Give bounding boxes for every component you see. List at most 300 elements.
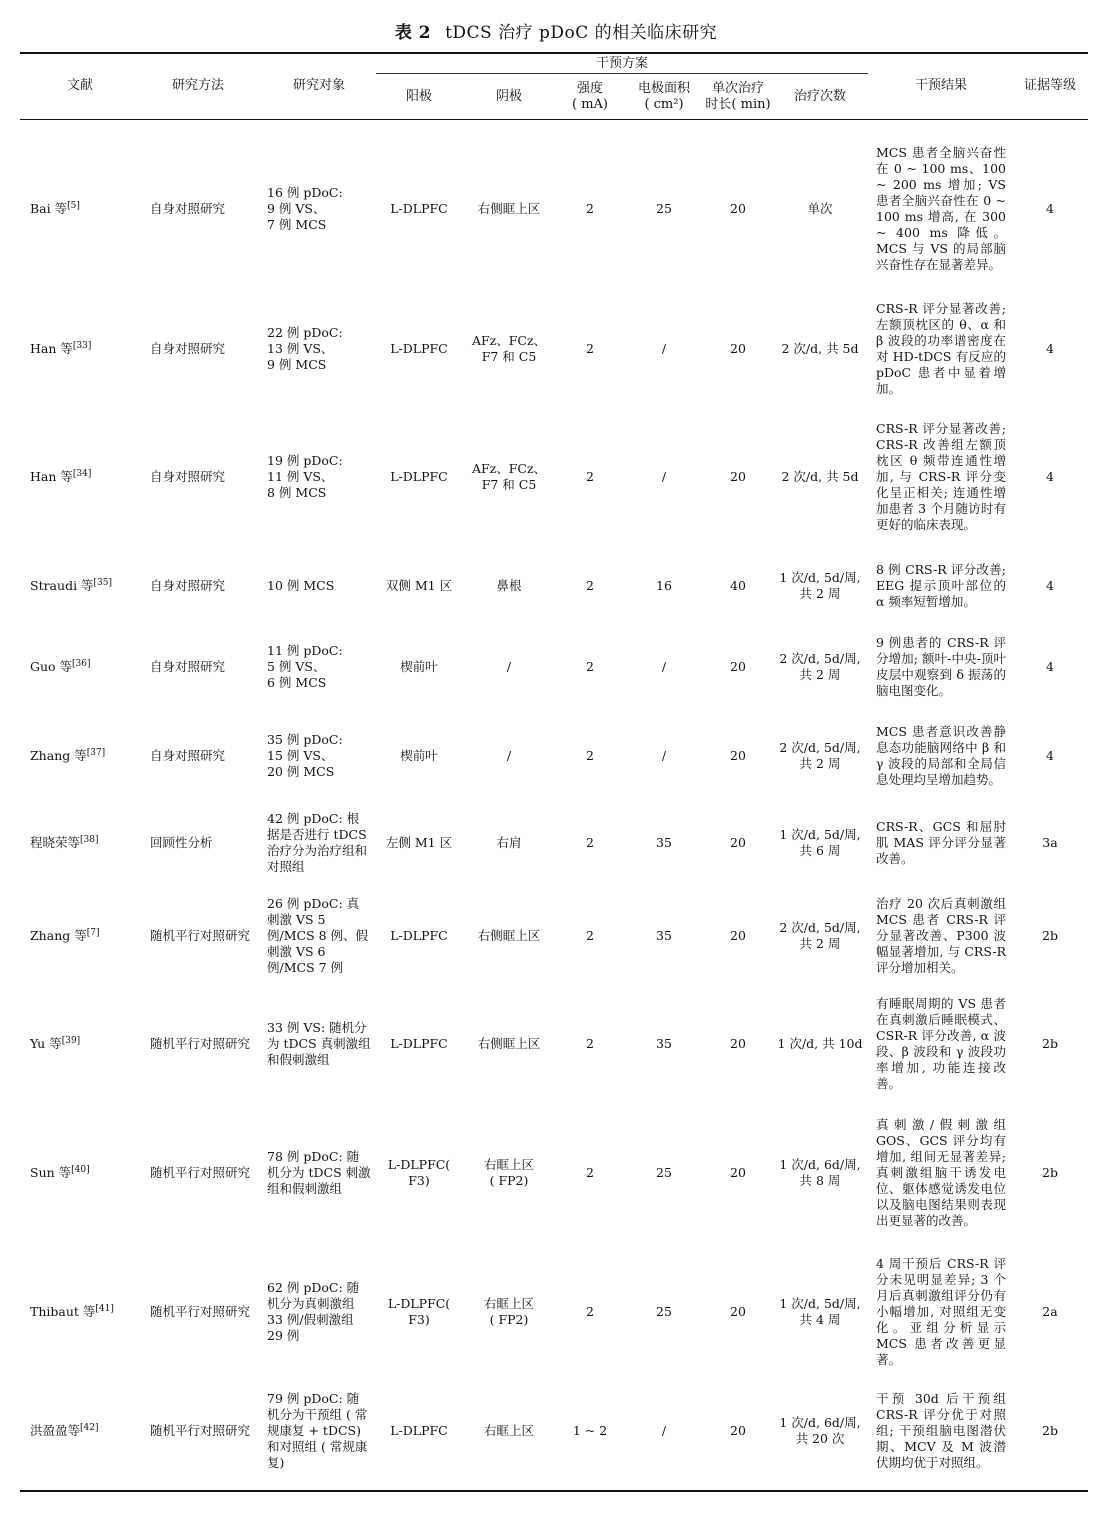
cell-subjects (267, 623, 371, 711)
cell-count-text: 2 次/d, 5d/周, 共 2 周 (779, 920, 861, 951)
cell-result-text: 有睡眠周期的 VS 患者在真刺激后睡眠模式、CSR-R 评分改善, α 波段、β 波段和 γ 波段功率增加, 功能连接改善。 (876, 996, 1006, 1091)
cell-result-text: 8 例 CRS-R 评分改善; EEG 提示顶叶部位的 α 频率短暂增加。 (876, 562, 1006, 609)
cell-ref (30, 623, 140, 711)
cell-subjects-text: 35 例 pDoC: 15 例 VS、 20 例 MCS (267, 732, 343, 779)
cell-anode-text: L-DLPFC( F3) (387, 1295, 451, 1327)
cell-duration-text: 20 (730, 748, 746, 763)
cell-count (772, 404, 868, 550)
cell-duration-text: 20 (730, 1423, 746, 1438)
cell-evidence-text: 4 (1046, 578, 1054, 593)
cell-subjects (267, 1380, 371, 1482)
cell-ref-text: Zhang 等 (30, 928, 87, 943)
cell-result-text: CRS-R 评分显著改善; 左额顶枕区的 θ、α 和 β 波段的功率谱密度在对 HD-tDCS 有反应的 pDoC 患者中显着增加。 (876, 301, 1006, 396)
cell-method (150, 713, 250, 799)
cell-result-text: 治疗 20 次后真刺激组 MCS 患者 CRS-R 评分显著改善、P300 波幅显著增加, 与 CRS-R 评分增加相关。 (876, 896, 1006, 975)
cell-intensity-text: 2 (586, 659, 594, 674)
cell-result (876, 552, 1006, 620)
cell-cathode-text: AFz、FCz、 F7 和 C5 (471, 333, 547, 364)
cell-anode (376, 987, 462, 1101)
ref-wrapper (30, 1036, 80, 1052)
cell-duration-text: 40 (730, 578, 746, 593)
cell-evidence (1012, 295, 1088, 403)
header-count: 治疗次数 (793, 89, 846, 104)
cell-intensity (560, 987, 620, 1101)
cell-ref (30, 800, 140, 885)
header-anode: 阳极 (405, 89, 432, 104)
cell-result-text: 干预 30d 后干预组 CRS-R 评分优于对照组; 干预组脑电图潜伏期、MCV 及 M 波潜伏期均优于对照组。 (876, 1391, 1006, 1470)
cell-ref-text: Han 等 (30, 341, 73, 356)
table-row (0, 552, 1112, 620)
cell-intensity-text: 2 (586, 1303, 594, 1319)
cell-method-text: 自身对照研究 (150, 201, 226, 216)
cell-subjects-text: 62 例 pDoC: 随机分为真刺激组 33 例/假刺激组 29 例 (267, 1279, 360, 1343)
cell-subjects (267, 1103, 371, 1243)
cell-anode-text: L-DLPFC (390, 341, 448, 356)
header-cathode: 阴极 (495, 89, 522, 104)
cell-evidence-text: 4 (1046, 341, 1054, 356)
cell-count (772, 1380, 868, 1482)
cell-method-text: 自身对照研究 (150, 578, 226, 593)
cell-method (150, 987, 250, 1101)
cell-result (876, 1380, 1006, 1482)
header-rule (20, 119, 1088, 120)
header-duration: 单次治疗 时长( min) (705, 81, 771, 112)
cell-duration-text: 20 (730, 1165, 746, 1180)
cell-area-text: / (661, 1423, 667, 1438)
cell-anode (376, 1380, 462, 1482)
cell-intensity-text: 2 (586, 928, 594, 943)
cell-anode-text: 左侧 M1 区 (385, 834, 453, 850)
cell-cathode (466, 987, 552, 1101)
ref-wrapper (30, 1423, 99, 1439)
cell-method-text: 随机平行对照研究 (150, 1036, 251, 1051)
cell-cathode (466, 623, 552, 711)
citation-marker: [42] (80, 1423, 99, 1433)
cell-duration (704, 713, 772, 799)
cell-anode-text: 双侧 M1 区 (385, 578, 453, 593)
cell-duration (704, 800, 772, 885)
cell-cathode-text: 右侧眶上区 (477, 928, 541, 943)
cell-intensity-text: 2 (586, 748, 594, 763)
cell-cathode (466, 713, 552, 799)
cell-anode-text: L-DLPFC (390, 1423, 448, 1438)
cell-area-text: 25 (656, 1303, 672, 1319)
cell-count-text: 2 次/d, 共 5d (781, 341, 859, 356)
cell-method-text: 随机平行对照研究 (150, 1303, 251, 1319)
cell-evidence-text: 2b (1042, 1036, 1058, 1051)
cell-subjects (267, 887, 371, 985)
ref-wrapper (30, 341, 91, 357)
cell-result-text: 9 例患者的 CRS-R 评分增加; 额叶-中央-顶叶皮层中观察到 δ 振荡的脑电图变化。 (876, 635, 1006, 698)
cell-result (876, 887, 1006, 985)
table-row (0, 125, 1112, 293)
cell-evidence (1012, 404, 1088, 550)
table-row (0, 1380, 1112, 1482)
cell-anode (376, 623, 462, 711)
cell-area-text: / (661, 341, 667, 356)
cell-result (876, 1245, 1006, 1378)
cell-evidence (1012, 623, 1088, 711)
citation-marker: [36] (72, 659, 91, 669)
cell-anode (376, 1103, 462, 1243)
ref-wrapper (30, 835, 99, 851)
cell-cathode (466, 1245, 552, 1378)
cell-duration-text: 20 (730, 1036, 746, 1051)
cell-count-text: 1 次/d, 5d/周, 共 4 周 (779, 1295, 861, 1327)
cell-cathode (466, 295, 552, 403)
header-method: 研究方法 (171, 78, 224, 93)
cell-method (150, 1380, 250, 1482)
cell-evidence-text: 2b (1042, 1165, 1058, 1180)
cell-ref-text: Guo 等 (30, 659, 73, 674)
cell-ref-text: Straudi 等 (30, 578, 94, 593)
cell-subjects-text: 10 例 MCS (267, 578, 335, 593)
cell-ref (30, 295, 140, 403)
cell-area (626, 1103, 702, 1243)
cell-ref-text: Bai 等 (30, 201, 68, 216)
cell-method-text: 回顾性分析 (150, 834, 213, 850)
ref-wrapper (30, 928, 99, 944)
cell-subjects (267, 552, 371, 620)
cell-duration-text: 20 (730, 1303, 746, 1319)
ref-wrapper (30, 201, 80, 217)
cell-duration (704, 295, 772, 403)
cell-cathode-text: / (506, 748, 512, 763)
header-result: 干预结果 (914, 78, 967, 93)
cell-method (150, 125, 250, 293)
cell-evidence (1012, 1380, 1088, 1482)
group-rule (376, 73, 868, 74)
cell-evidence-text: 4 (1046, 748, 1054, 763)
cell-intensity (560, 1380, 620, 1482)
cell-method (150, 1245, 250, 1378)
cell-anode-text: L-DLPFC( F3) (387, 1157, 451, 1188)
cell-cathode (466, 1103, 552, 1243)
cell-method (150, 887, 250, 985)
cell-result (876, 987, 1006, 1101)
table-row (0, 404, 1112, 550)
cell-subjects-text: 22 例 pDoC: 13 例 VS、 9 例 MCS (267, 325, 343, 372)
cell-method-text: 自身对照研究 (150, 748, 226, 763)
cell-ref (30, 552, 140, 620)
citation-marker: [35] (93, 578, 113, 588)
header-ref: 文献 (66, 78, 93, 93)
cell-count-text: 2 次/d, 共 5d (781, 469, 859, 484)
cell-ref-text: Thibaut 等 (30, 1303, 96, 1319)
cell-evidence (1012, 800, 1088, 885)
cell-intensity-text: 2 (586, 341, 594, 356)
cell-subjects-text: 26 例 pDoC: 真刺激 VS 5 例/MCS 8 例、假刺激 VS 6 例/MCS 7 例 (267, 896, 369, 975)
cell-evidence-text: 4 (1046, 469, 1054, 484)
cell-count (772, 1103, 868, 1243)
cell-ref-text: Han 等 (30, 469, 73, 484)
cell-ref (30, 404, 140, 550)
cell-area (626, 987, 702, 1101)
cell-duration-text: 20 (730, 834, 746, 850)
cell-intensity-text: 2 (586, 201, 594, 216)
cell-area-text: 35 (656, 928, 672, 943)
cell-subjects-text: 79 例 pDoC: 随机分为干预组 ( 常规康复 + tDCS) 和对照组 ( 常规康复) (267, 1391, 368, 1470)
cell-intensity-text: 2 (586, 1165, 594, 1180)
cell-evidence (1012, 552, 1088, 620)
ref-wrapper (30, 578, 112, 594)
cell-anode-text: L-DLPFC (390, 201, 448, 216)
cell-subjects (267, 404, 371, 550)
table-row (0, 1245, 1112, 1378)
cell-duration (704, 1245, 772, 1378)
cell-cathode-text: 右眶上区 (483, 1423, 534, 1438)
cell-method-text: 随机平行对照研究 (150, 1165, 251, 1180)
cell-intensity (560, 295, 620, 403)
citation-marker: [5] (67, 201, 80, 211)
cell-intensity (560, 1103, 620, 1243)
cell-evidence-text: 4 (1046, 201, 1054, 216)
cell-duration (704, 1103, 772, 1243)
ref-wrapper (30, 469, 91, 485)
cell-intensity (560, 552, 620, 620)
table-row (0, 1103, 1112, 1243)
cell-intensity (560, 713, 620, 799)
cell-area-text: / (661, 748, 667, 763)
cell-area-text: / (661, 659, 667, 674)
cell-result-text: 4 周干预后 CRS-R 评分未见明显差异; 3 个月后真刺激组评分仍有小幅增加, 对照组无变化。亚组分析显示 MCS 患者改善更显著。 (876, 1255, 1006, 1367)
cell-area (626, 295, 702, 403)
table-row (0, 987, 1112, 1101)
cell-cathode (466, 552, 552, 620)
header-area: 电极面积 ( cm²) (637, 81, 690, 112)
cell-intensity (560, 125, 620, 293)
cell-result-text: 真刺激/假刺激组 GOS、GCS 评分均有增加, 组间无显著差异; 真刺激组脑干诱发电位、躯体感觉诱发电位以及脑电图结果则表现出更显著的改善。 (876, 1117, 1006, 1228)
cell-method (150, 404, 250, 550)
cell-count (772, 295, 868, 403)
cell-cathode (466, 1380, 552, 1482)
cell-evidence (1012, 887, 1088, 985)
cell-cathode-text: 右肩 (496, 834, 522, 850)
citation-marker: [7] (86, 928, 100, 938)
citation-marker: [40] (71, 1165, 90, 1175)
cell-area-text: / (661, 469, 667, 484)
cell-area (626, 887, 702, 985)
table-number: 表 2 (394, 23, 432, 43)
cell-anode (376, 887, 462, 985)
cell-ref-text: Zhang 等 (30, 748, 87, 763)
citation-marker: [37] (86, 748, 106, 758)
cell-cathode-text: 右侧眶上区 (477, 201, 541, 216)
cell-count-text: 1 次/d, 5d/周, 共 2 周 (779, 570, 861, 601)
table-title: tDCS 治疗 pDoC 的相关临床研究 (445, 23, 718, 43)
cell-anode-text: L-DLPFC (390, 928, 448, 943)
cell-result (876, 713, 1006, 799)
cell-count (772, 1245, 868, 1378)
cell-duration-text: 20 (730, 341, 746, 356)
cell-method (150, 295, 250, 403)
header-intervention: 干预方案 (595, 55, 648, 71)
ref-wrapper (30, 1165, 90, 1181)
cell-result (876, 295, 1006, 403)
cell-anode-text: L-DLPFC (390, 1036, 448, 1051)
cell-anode (376, 295, 462, 403)
cell-cathode-text: 右侧眶上区 (477, 1036, 541, 1051)
cell-method-text: 自身对照研究 (150, 659, 226, 674)
cell-area-text: 35 (656, 1036, 672, 1051)
cell-evidence (1012, 987, 1088, 1101)
cell-evidence (1012, 1103, 1088, 1243)
table-row (0, 623, 1112, 711)
cell-anode (376, 713, 462, 799)
cell-intensity (560, 887, 620, 985)
cell-duration (704, 1380, 772, 1482)
cell-subjects (267, 987, 371, 1101)
table-row (0, 713, 1112, 799)
cell-anode-text: 楔前叶 (400, 748, 438, 763)
cell-cathode-text: AFz、FCz、 F7 和 C5 (471, 461, 547, 492)
cell-subjects-text: 42 例 pDoC: 根据是否进行 tDCS 治疗分为治疗组和对照组 (267, 810, 368, 874)
cell-count (772, 713, 868, 799)
header-subjects: 研究对象 (292, 78, 345, 93)
cell-evidence (1012, 125, 1088, 293)
cell-ref-text: 程晓荣等 (30, 834, 81, 850)
cell-result (876, 404, 1006, 550)
cell-cathode (466, 404, 552, 550)
cell-intensity (560, 800, 620, 885)
cell-area-text: 25 (656, 1165, 672, 1180)
cell-intensity-text: 2 (586, 834, 594, 850)
cell-ref (30, 125, 140, 293)
cell-duration-text: 20 (730, 659, 746, 674)
table-caption (0, 18, 1112, 43)
cell-result (876, 623, 1006, 711)
cell-method-text: 自身对照研究 (150, 341, 226, 356)
citation-marker: [41] (95, 1303, 114, 1314)
cell-intensity-text: 2 (586, 578, 594, 593)
cell-evidence-text: 2b (1042, 1423, 1058, 1438)
cell-anode-text: L-DLPFC (390, 469, 448, 484)
cell-evidence-text: 2b (1042, 928, 1058, 943)
cell-ref-text: 洪盈盈等 (30, 1423, 81, 1438)
cell-count-text: 1 次/d, 6d/周, 共 8 周 (779, 1157, 861, 1188)
cell-evidence-text: 4 (1046, 659, 1054, 674)
cell-duration (704, 552, 772, 620)
cell-duration (704, 623, 772, 711)
citation-marker: [34] (72, 469, 92, 479)
cell-evidence-text: 2a (1042, 1303, 1058, 1319)
cell-result-text: MCS 患者意识改善静息态功能脑网络中 β 和 γ 波段的局部和全局信息处理均呈增加趋势。 (876, 724, 1006, 787)
cell-anode (376, 1245, 462, 1378)
cell-count (772, 800, 868, 885)
cell-intensity (560, 623, 620, 711)
cell-result-text: CRS-R 评分显著改善; CRS-R 改善组左额顶枕区 θ 频带连通性增加, 与 CRS-R 评分变化呈正相关; 连通性增加患者 3 个月随访时有更好的临床表现。 (876, 421, 1006, 532)
cell-duration (704, 404, 772, 550)
ref-wrapper (30, 1304, 114, 1320)
cell-duration (704, 125, 772, 293)
table-row (0, 887, 1112, 985)
cell-subjects-text: 33 例 VS: 随机分为 tDCS 真刺激组和假刺激组 (267, 1020, 371, 1067)
cell-cathode (466, 125, 552, 293)
cell-cathode-text: 鼻根 (496, 578, 522, 593)
cell-count-text: 1 次/d, 5d/周, 共 6 周 (779, 826, 861, 858)
cell-result (876, 1103, 1006, 1243)
cell-count (772, 623, 868, 711)
cell-duration-text: 20 (730, 928, 746, 943)
cell-ref (30, 1103, 140, 1243)
cell-cathode (466, 800, 552, 885)
cell-count (772, 552, 868, 620)
cell-count-text: 1 次/d, 6d/周, 共 20 次 (779, 1415, 861, 1446)
cell-intensity (560, 404, 620, 550)
cell-count (772, 887, 868, 985)
ref-wrapper (30, 748, 105, 764)
cell-area (626, 125, 702, 293)
cell-result-text: MCS 患者全脑兴奋性在 0 ~ 100 ms、100 ~ 200 ms 增加; VS 患者全脑兴奋性在 0 ~ 100 ms 增高, 在 300 ~ 400 ms 降低。MCS 与 VS 的局部脑兴奋性存在显著差异。 (876, 145, 1006, 272)
cell-method (150, 800, 250, 885)
table-row (0, 295, 1112, 403)
cell-ref-text: Yu 等 (30, 1036, 62, 1051)
cell-cathode-text: 右眶上区 ( FP2) (483, 1157, 534, 1188)
cell-intensity (560, 1245, 620, 1378)
cell-anode (376, 404, 462, 550)
citation-marker: [38] (80, 834, 99, 845)
cell-intensity-text: 2 (586, 469, 594, 484)
cell-area-text: 35 (656, 834, 672, 850)
cell-ref (30, 987, 140, 1101)
cell-duration-text: 20 (730, 201, 746, 216)
cell-method (150, 1103, 250, 1243)
cell-ref (30, 1245, 140, 1378)
cell-result (876, 125, 1006, 293)
cell-cathode (466, 887, 552, 985)
cell-area (626, 552, 702, 620)
cell-subjects-text: 11 例 pDoC: 5 例 VS、 6 例 MCS (267, 643, 343, 690)
cell-method-text: 随机平行对照研究 (150, 1423, 251, 1438)
cell-area-text: 16 (656, 578, 672, 593)
cell-area (626, 404, 702, 550)
citation-marker: [39] (61, 1036, 81, 1046)
cell-cathode-text: / (506, 659, 512, 674)
cell-area (626, 623, 702, 711)
cell-anode (376, 800, 462, 885)
cell-ref-text: Sun 等 (30, 1165, 72, 1180)
cell-subjects (267, 800, 371, 885)
cell-evidence-text: 3a (1042, 834, 1058, 850)
cell-evidence (1012, 1245, 1088, 1378)
cell-count-text: 2 次/d, 5d/周, 共 2 周 (779, 740, 861, 771)
table-row (0, 800, 1112, 885)
bottom-rule (20, 1490, 1088, 1492)
cell-method-text: 随机平行对照研究 (150, 928, 251, 943)
header-evidence: 证据等级 (1023, 78, 1076, 93)
cell-method-text: 自身对照研究 (150, 469, 226, 484)
cell-subjects (267, 1245, 371, 1378)
cell-duration (704, 987, 772, 1101)
cell-subjects-text: 78 例 pDoC: 随机分为 tDCS 刺激组和假刺激组 (267, 1149, 371, 1196)
cell-subjects (267, 125, 371, 293)
cell-count-text: 2 次/d, 5d/周, 共 2 周 (779, 651, 861, 682)
cell-count-text: 单次 (807, 201, 833, 216)
cell-count (772, 125, 868, 293)
citation-marker: [33] (72, 341, 92, 351)
cell-cathode-text: 右眶上区 ( FP2) (483, 1295, 534, 1327)
cell-subjects (267, 295, 371, 403)
cell-subjects-text: 16 例 pDoC: 9 例 VS、 7 例 MCS (267, 185, 343, 232)
cell-anode (376, 125, 462, 293)
cell-ref (30, 713, 140, 799)
cell-duration (704, 887, 772, 985)
cell-result (876, 800, 1006, 885)
cell-evidence (1012, 713, 1088, 799)
cell-anode (376, 552, 462, 620)
header-intensity: 强度 ( mA) (572, 81, 608, 112)
cell-subjects-text: 19 例 pDoC: 11 例 VS、 8 例 MCS (267, 453, 343, 500)
